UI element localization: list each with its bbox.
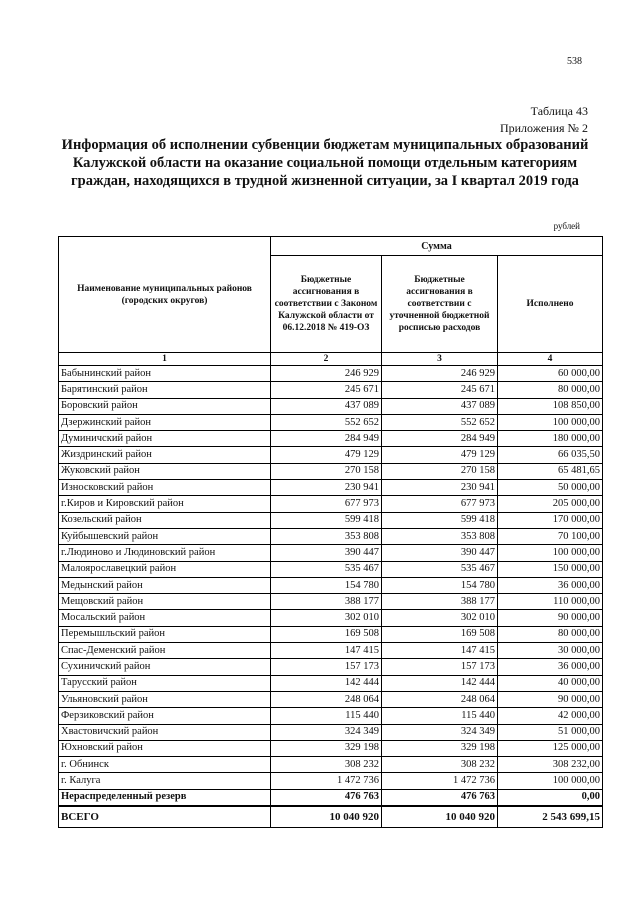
executed-amount: 51 000,00 bbox=[498, 724, 603, 740]
units-label: рублей bbox=[553, 221, 580, 231]
district-name: г. Калуга bbox=[59, 773, 271, 789]
refined-allocation: 388 177 bbox=[382, 594, 498, 610]
refined-allocation: 308 232 bbox=[382, 757, 498, 773]
executed-amount: 42 000,00 bbox=[498, 708, 603, 724]
executed-amount: 65 481,65 bbox=[498, 463, 603, 479]
table-row bbox=[59, 675, 603, 691]
executed-amount: 80 000,00 bbox=[498, 626, 603, 642]
executed-amount: 60 000,00 bbox=[498, 366, 603, 382]
table-row bbox=[59, 691, 603, 707]
law-allocation: 302 010 bbox=[271, 610, 382, 626]
table-row bbox=[59, 757, 603, 773]
total-refined: 10 040 920 bbox=[382, 806, 498, 828]
column-number-1: 1 bbox=[59, 353, 271, 366]
refined-allocation: 169 508 bbox=[382, 626, 498, 642]
law-allocation: 115 440 bbox=[271, 708, 382, 724]
reserve-law: 476 763 bbox=[271, 789, 382, 806]
law-allocation: 437 089 bbox=[271, 398, 382, 414]
table-row bbox=[59, 496, 603, 512]
total-name: ВСЕГО bbox=[59, 806, 271, 828]
table-row bbox=[59, 366, 603, 382]
law-allocation: 154 780 bbox=[271, 577, 382, 593]
header-sum: Сумма bbox=[271, 237, 603, 256]
table-row bbox=[59, 382, 603, 398]
column-number-4: 4 bbox=[498, 353, 603, 366]
refined-allocation: 353 808 bbox=[382, 528, 498, 544]
executed-amount: 90 000,00 bbox=[498, 610, 603, 626]
table-row bbox=[59, 610, 603, 626]
executed-amount: 30 000,00 bbox=[498, 643, 603, 659]
executed-amount: 70 100,00 bbox=[498, 528, 603, 544]
refined-allocation: 302 010 bbox=[382, 610, 498, 626]
district-name: Куйбышевский район bbox=[59, 528, 271, 544]
reserve-name: Нераспределенный резерв bbox=[59, 789, 271, 806]
district-name: Хвастовичский район bbox=[59, 724, 271, 740]
header-refined-allocation: Бюджетные ассигнования в соответствии с уточненной бюджетной росписью расходов bbox=[382, 256, 498, 353]
district-name: Ферзиковский район bbox=[59, 708, 271, 724]
reserve-refined: 476 763 bbox=[382, 789, 498, 806]
law-allocation: 308 232 bbox=[271, 757, 382, 773]
refined-allocation: 246 929 bbox=[382, 366, 498, 382]
law-allocation: 284 949 bbox=[271, 431, 382, 447]
executed-amount: 100 000,00 bbox=[498, 773, 603, 789]
law-allocation: 329 198 bbox=[271, 740, 382, 756]
refined-allocation: 248 064 bbox=[382, 691, 498, 707]
column-number-3: 3 bbox=[382, 353, 498, 366]
law-allocation: 147 415 bbox=[271, 643, 382, 659]
executed-amount: 110 000,00 bbox=[498, 594, 603, 610]
law-allocation: 324 349 bbox=[271, 724, 382, 740]
executed-amount: 90 000,00 bbox=[498, 691, 603, 707]
law-allocation: 142 444 bbox=[271, 675, 382, 691]
table-row bbox=[59, 773, 603, 789]
table-row bbox=[59, 414, 603, 430]
table-row bbox=[59, 561, 603, 577]
district-name: Жиздринский район bbox=[59, 447, 271, 463]
executed-amount: 100 000,00 bbox=[498, 545, 603, 561]
refined-allocation: 142 444 bbox=[382, 675, 498, 691]
table-body bbox=[59, 366, 603, 790]
law-allocation: 169 508 bbox=[271, 626, 382, 642]
refined-allocation: 147 415 bbox=[382, 643, 498, 659]
table-caption bbox=[500, 103, 588, 137]
district-name: Барятинский район bbox=[59, 382, 271, 398]
executed-amount: 308 232,00 bbox=[498, 757, 603, 773]
executed-amount: 205 000,00 bbox=[498, 496, 603, 512]
header-name: Наименование муниципальных районов (городских округов) bbox=[59, 237, 271, 353]
table-row bbox=[59, 740, 603, 756]
refined-allocation: 284 949 bbox=[382, 431, 498, 447]
table-row bbox=[59, 577, 603, 593]
executed-amount: 108 850,00 bbox=[498, 398, 603, 414]
refined-allocation: 157 173 bbox=[382, 659, 498, 675]
district-name: Мосальский район bbox=[59, 610, 271, 626]
table-row bbox=[59, 431, 603, 447]
executed-amount: 180 000,00 bbox=[498, 431, 603, 447]
executed-amount: 36 000,00 bbox=[498, 577, 603, 593]
law-allocation: 388 177 bbox=[271, 594, 382, 610]
law-allocation: 479 129 bbox=[271, 447, 382, 463]
column-number-2: 2 bbox=[271, 353, 382, 366]
law-allocation: 535 467 bbox=[271, 561, 382, 577]
executed-amount: 100 000,00 bbox=[498, 414, 603, 430]
refined-allocation: 1 472 736 bbox=[382, 773, 498, 789]
law-allocation: 353 808 bbox=[271, 528, 382, 544]
table-label: Таблица 43 bbox=[530, 104, 588, 118]
refined-allocation: 479 129 bbox=[382, 447, 498, 463]
district-name: Козельский район bbox=[59, 512, 271, 528]
law-allocation: 230 941 bbox=[271, 480, 382, 496]
district-name: Медынский район bbox=[59, 577, 271, 593]
table-row bbox=[59, 480, 603, 496]
refined-allocation: 324 349 bbox=[382, 724, 498, 740]
total-row bbox=[59, 806, 603, 828]
refined-allocation: 390 447 bbox=[382, 545, 498, 561]
executed-amount: 40 000,00 bbox=[498, 675, 603, 691]
table-row bbox=[59, 512, 603, 528]
page-number: 538 bbox=[567, 56, 582, 67]
law-allocation: 552 652 bbox=[271, 414, 382, 430]
district-name: Ульяновский район bbox=[59, 691, 271, 707]
executed-amount: 50 000,00 bbox=[498, 480, 603, 496]
refined-allocation: 535 467 bbox=[382, 561, 498, 577]
executed-amount: 125 000,00 bbox=[498, 740, 603, 756]
report-table bbox=[58, 236, 603, 828]
district-name: Боровский район bbox=[59, 398, 271, 414]
executed-amount: 80 000,00 bbox=[498, 382, 603, 398]
law-allocation: 390 447 bbox=[271, 545, 382, 561]
refined-allocation: 230 941 bbox=[382, 480, 498, 496]
law-allocation: 157 173 bbox=[271, 659, 382, 675]
total-law: 10 040 920 bbox=[271, 806, 382, 828]
table-row bbox=[59, 594, 603, 610]
refined-allocation: 245 671 bbox=[382, 382, 498, 398]
total-executed: 2 543 699,15 bbox=[498, 806, 603, 828]
table-row bbox=[59, 643, 603, 659]
table-row bbox=[59, 659, 603, 675]
table-row bbox=[59, 626, 603, 642]
table-row bbox=[59, 447, 603, 463]
law-allocation: 270 158 bbox=[271, 463, 382, 479]
district-name: г.Киров и Кировский район bbox=[59, 496, 271, 512]
executed-amount: 66 035,50 bbox=[498, 447, 603, 463]
law-allocation: 245 671 bbox=[271, 382, 382, 398]
law-allocation: 248 064 bbox=[271, 691, 382, 707]
district-name: г. Обнинск bbox=[59, 757, 271, 773]
district-name: Дзержинский район bbox=[59, 414, 271, 430]
table-row bbox=[59, 708, 603, 724]
refined-allocation: 270 158 bbox=[382, 463, 498, 479]
refined-allocation: 677 973 bbox=[382, 496, 498, 512]
table-row bbox=[59, 724, 603, 740]
district-name: Перемышльский район bbox=[59, 626, 271, 642]
district-name: Сухиничский район bbox=[59, 659, 271, 675]
district-name: Юхновский район bbox=[59, 740, 271, 756]
table-row bbox=[59, 528, 603, 544]
law-allocation: 246 929 bbox=[271, 366, 382, 382]
refined-allocation: 437 089 bbox=[382, 398, 498, 414]
table-row bbox=[59, 398, 603, 414]
refined-allocation: 154 780 bbox=[382, 577, 498, 593]
district-name: г.Людиново и Людиновский район bbox=[59, 545, 271, 561]
district-name: Бабынинский район bbox=[59, 366, 271, 382]
district-name: Тарусский район bbox=[59, 675, 271, 691]
district-name: Жуковский район bbox=[59, 463, 271, 479]
document-title: Информация об исполнении субвенции бюджетам муниципальных образований Калужской области на оказание социальной помощи отдельным категориям граждан, находящихся в трудной жизненной ситуации, за I квартал 2019 года bbox=[61, 137, 589, 189]
refined-allocation: 329 198 bbox=[382, 740, 498, 756]
district-name: Износковский район bbox=[59, 480, 271, 496]
law-allocation: 599 418 bbox=[271, 512, 382, 528]
reserve-executed: 0,00 bbox=[498, 789, 603, 806]
reserve-row bbox=[59, 789, 603, 806]
district-name: Думиничский район bbox=[59, 431, 271, 447]
table-row bbox=[59, 463, 603, 479]
district-name: Спас-Деменский район bbox=[59, 643, 271, 659]
table-row bbox=[59, 545, 603, 561]
refined-allocation: 552 652 bbox=[382, 414, 498, 430]
district-name: Малоярославецкий район bbox=[59, 561, 271, 577]
law-allocation: 677 973 bbox=[271, 496, 382, 512]
refined-allocation: 115 440 bbox=[382, 708, 498, 724]
header-executed: Исполнено bbox=[498, 256, 603, 353]
refined-allocation: 599 418 bbox=[382, 512, 498, 528]
header-law-allocation: Бюджетные ассигнования в соответствии с Законом Калужской области от 06.12.2018 № 419-ОЗ bbox=[271, 256, 382, 353]
district-name: Мещовский район bbox=[59, 594, 271, 610]
appendix-label: Приложения № 2 bbox=[499, 121, 588, 135]
executed-amount: 36 000,00 bbox=[498, 659, 603, 675]
executed-amount: 150 000,00 bbox=[498, 561, 603, 577]
law-allocation: 1 472 736 bbox=[271, 773, 382, 789]
executed-amount: 170 000,00 bbox=[498, 512, 603, 528]
